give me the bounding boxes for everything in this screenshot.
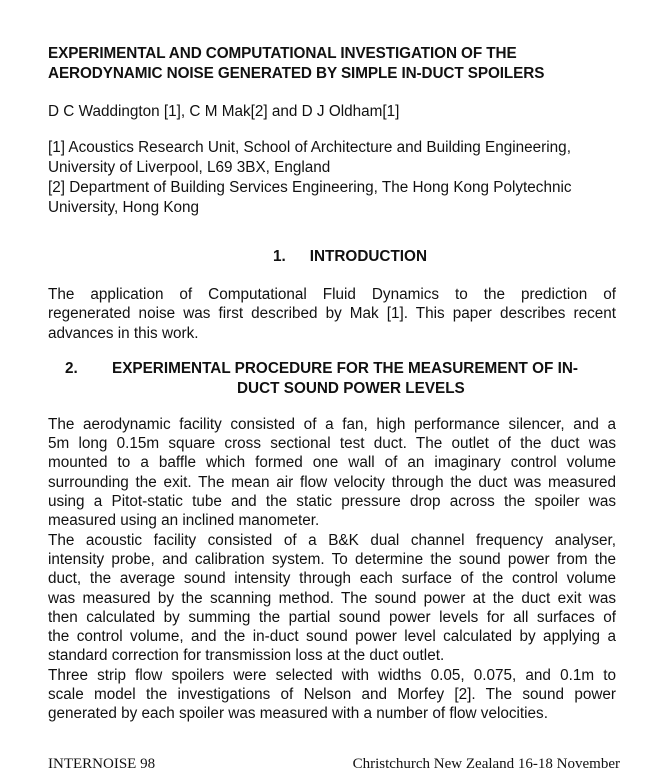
- text-line: The acoustic facility consisted of a B&K dual channel frequency analyser,: [48, 531, 616, 549]
- text-line: Three strip flow spoilers were selected with widths 0.05, 0.075, and 0.1m to: [48, 666, 616, 684]
- paper-page: [48, 44, 616, 724]
- acoustic-facility-paragraph: [48, 531, 616, 666]
- text-line: using a Pitot-static tube and the static pressure drop across the spoiler was: [48, 493, 616, 511]
- section-2-body: [48, 415, 616, 724]
- section-number: 1.: [272, 248, 286, 265]
- section-2-heading: [48, 359, 616, 399]
- text-line: mounted to a baffle which formed one wall of an imaginary control volume: [48, 454, 616, 472]
- text-line: then calculated by summing the partial sound power levels for all surfaces of: [48, 608, 616, 626]
- text-line: advances in this work.: [48, 324, 199, 342]
- affiliation-line: University, Hong Kong: [48, 199, 200, 216]
- aerodynamic-facility-paragraph: [48, 415, 616, 531]
- text-line: the control volume, and the in-duct sound power level calculated by applying a: [48, 628, 616, 646]
- text-line: generated by each spoiler was measured with a number of flow velocities.: [48, 705, 548, 723]
- spoilers-paragraph: [48, 666, 616, 724]
- paper-title: [48, 44, 616, 84]
- text-line: measured using an inclined manometer.: [48, 512, 320, 530]
- text-line: was measured by the scanning method. The sound power at the duct exit was: [48, 589, 616, 607]
- author-list: D C Waddington [1], C M Mak[2] and D J Oldham[1]: [48, 103, 400, 120]
- title-line-1: EXPERIMENTAL AND COMPUTATIONAL INVESTIGATION OF THE: [48, 45, 517, 62]
- section-title-line-2: DUCT SOUND POWER LEVELS: [237, 379, 465, 397]
- conference-name: INTERNOISE 98: [48, 756, 156, 772]
- text-line: 5m long 0.15m square cross sectional test duct. The outlet of the duct was: [48, 435, 616, 453]
- conference-location-date: Christchurch New Zealand 16-18 November: [352, 756, 620, 772]
- text-line: regenerated noise was first described by Mak [1]. This paper describes recent: [48, 305, 616, 323]
- affiliation-line: [2] Department of Building Services Engineering, The Hong Kong Polytechnic: [48, 179, 572, 196]
- section-number: 2.: [65, 359, 78, 377]
- text-line: duct, the average sound intensity through each surface of the control volume: [48, 570, 616, 588]
- section-title: INTRODUCTION: [309, 248, 428, 265]
- title-line-2: AERODYNAMIC NOISE GENERATED BY SIMPLE IN-DUCT SPOILERS: [48, 65, 545, 82]
- text-line: The aerodynamic facility consisted of a fan, high performance silencer, and a: [48, 415, 616, 433]
- text-line: The application of Computational Fluid Dynamics to the prediction of: [48, 286, 616, 303]
- affiliations: [48, 138, 616, 218]
- section-1-heading: [48, 247, 616, 267]
- text-line: surrounding the exit. The mean air flow velocity through the duct was measured: [48, 473, 616, 491]
- introduction-paragraph: [48, 285, 616, 343]
- affiliation-line: [1] Acoustics Research Unit, School of Architecture and Building Engineering,: [48, 139, 571, 156]
- affiliation-line: University of Liverpool, L69 3BX, England: [48, 159, 331, 176]
- text-line: scale model the investigations of Nelson and Morfey [2]. The sound power: [48, 686, 616, 704]
- section-title-line-1: EXPERIMENTAL PROCEDURE FOR THE MEASUREMENT OF IN-: [112, 359, 579, 377]
- text-line: intensity probe, and calibration system. To determine the sound power from the: [48, 550, 616, 568]
- text-line: standard correction for transmission loss at the duct outlet.: [48, 647, 445, 665]
